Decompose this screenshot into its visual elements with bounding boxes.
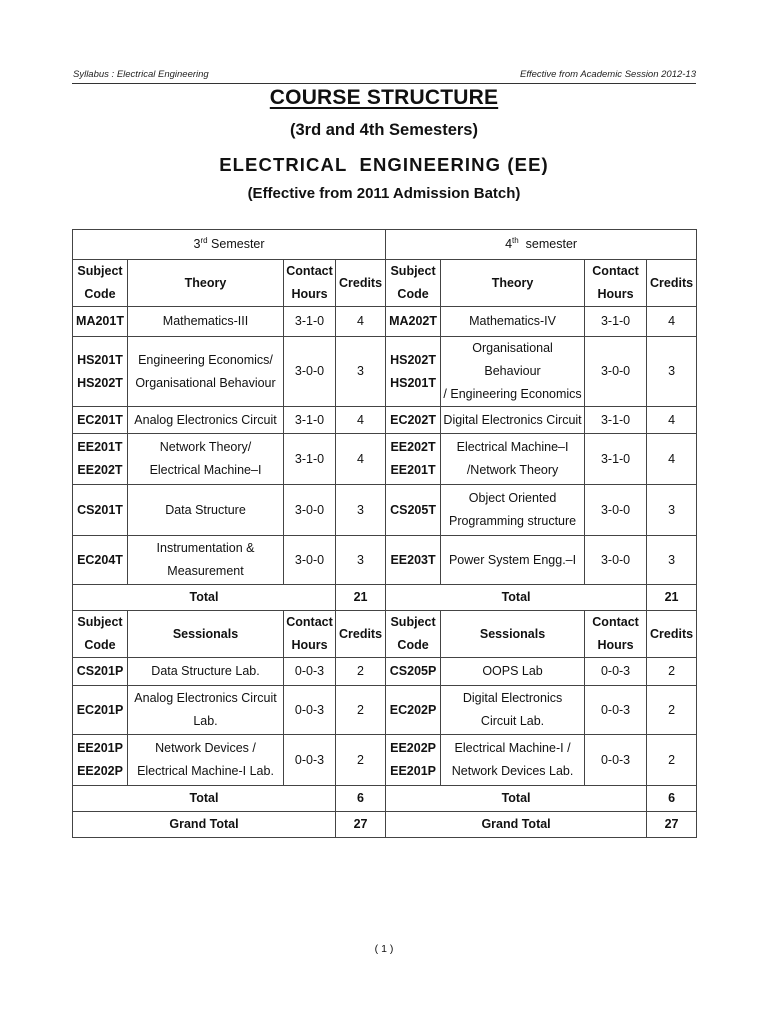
total-credits: 6 xyxy=(336,786,386,812)
subject-name-line: Electrical Machine-I / xyxy=(454,741,571,755)
subject-code-header xyxy=(73,611,128,658)
header-hours: Hours xyxy=(291,287,328,301)
contact-hours: 3-0-0 xyxy=(585,536,647,585)
credits: 2 xyxy=(336,735,386,786)
subject-name xyxy=(441,307,585,337)
total-label: Total xyxy=(73,585,336,611)
header-subject: Subject xyxy=(77,615,123,629)
running-header-left: Syllabus : Electrical Engineering xyxy=(73,69,209,80)
semesters-subtitle: (3rd and 4th Semesters) xyxy=(290,121,478,139)
subject-name-line: Electrical Machine–I xyxy=(149,463,262,477)
theory-header: Theory xyxy=(441,260,585,307)
subject-name-line: Data Structure xyxy=(165,502,246,517)
credits: 2 xyxy=(647,686,697,735)
header-rule xyxy=(72,83,696,84)
subject-name-line: Mathematics-IV xyxy=(469,314,556,328)
subject-code-line: HS201T xyxy=(77,352,123,367)
header-hours: Hours xyxy=(291,638,328,652)
total-credits: 21 xyxy=(336,585,386,611)
header-code: Code xyxy=(397,638,429,652)
subject-name xyxy=(128,407,284,434)
subject-name xyxy=(128,735,284,786)
total-label: Grand Total xyxy=(386,812,647,838)
total-label: Total xyxy=(386,585,647,611)
theory-header: Theory xyxy=(128,260,284,307)
subject-name xyxy=(128,307,284,337)
subject-name-line: Circuit Lab. xyxy=(480,714,545,728)
course-row xyxy=(73,485,697,536)
subject-code-line: EE201P xyxy=(77,741,123,755)
branch-title: ELECTRICAL ENGINEERING (EE) xyxy=(219,154,549,175)
credits: 2 xyxy=(336,658,386,686)
subject-code-line: EC201P xyxy=(76,702,124,717)
contact-hours: 3-1-0 xyxy=(284,307,336,337)
fourth-semester-header: 4th semester xyxy=(386,230,697,260)
grand-total-row xyxy=(73,812,697,838)
contact-hours: 3-0-0 xyxy=(585,337,647,407)
contact-hours: 0-0-3 xyxy=(284,735,336,786)
credits: 2 xyxy=(336,686,386,735)
subject-name-line: Network Devices / xyxy=(155,741,256,755)
header-contact: Contact xyxy=(286,615,333,629)
header-contact: Contact xyxy=(592,264,639,278)
contact-hours: 3-1-0 xyxy=(284,407,336,434)
total-label: Total xyxy=(386,786,647,812)
total-label: Total xyxy=(73,786,336,812)
subject-code-line: EC201T xyxy=(77,412,123,427)
contact-hours-header xyxy=(284,260,336,307)
header-code: Code xyxy=(397,287,429,301)
course-row xyxy=(73,686,697,735)
course-row xyxy=(73,307,697,337)
subject-code-line: HS202T xyxy=(77,375,123,390)
subject-code xyxy=(73,434,128,485)
subject-code-line: EC202P xyxy=(389,702,437,717)
contact-hours-header xyxy=(585,260,647,307)
contact-hours: 3-1-0 xyxy=(585,407,647,434)
subject-code-line: HS202T xyxy=(390,352,436,367)
header-subject: Subject xyxy=(390,615,436,629)
subject-code xyxy=(386,434,441,485)
subject-code-line: EE201T xyxy=(390,463,436,477)
credits-header: Credits xyxy=(647,260,697,307)
subject-code xyxy=(386,735,441,786)
subject-code-line: EE201T xyxy=(77,440,123,454)
subject-name xyxy=(441,686,585,735)
credits: 3 xyxy=(647,485,697,536)
credits: 4 xyxy=(647,307,697,337)
header-subject: Subject xyxy=(390,264,436,278)
subject-code xyxy=(73,485,128,536)
subject-name-line: OOPS Lab xyxy=(482,664,543,678)
contact-hours: 3-0-0 xyxy=(284,337,336,407)
credits: 4 xyxy=(647,407,697,434)
subject-name xyxy=(128,658,284,686)
subject-name-line: Data Structure Lab. xyxy=(151,664,260,678)
semester-header-row xyxy=(73,230,697,260)
subject-name-line: Analog Electronics Circuit xyxy=(134,412,277,427)
course-row xyxy=(73,536,697,585)
credits-header: Credits xyxy=(336,611,386,658)
contact-hours: 0-0-3 xyxy=(284,686,336,735)
subject-name-line: / Engineering Economics xyxy=(443,387,582,401)
subject-name-line: Electrical Machine–I xyxy=(456,440,569,454)
contact-hours: 3-1-0 xyxy=(585,434,647,485)
subject-code xyxy=(73,307,128,337)
subject-code-line: EE203T xyxy=(390,552,436,567)
subject-name xyxy=(441,434,585,485)
subject-code xyxy=(386,407,441,434)
subject-code-line: MA202T xyxy=(389,314,438,328)
subject-code-line: EE202P xyxy=(390,741,436,755)
subject-name-line: Organisational Behaviour xyxy=(472,341,553,378)
contact-hours: 0-0-3 xyxy=(585,686,647,735)
credits: 3 xyxy=(647,536,697,585)
course-row xyxy=(73,735,697,786)
contact-hours-header xyxy=(585,611,647,658)
contact-hours: 0-0-3 xyxy=(585,735,647,786)
subject-code-line: EC202T xyxy=(390,412,436,427)
subject-code-line: HS201T xyxy=(390,375,436,390)
subject-name-line: Engineering Economics/ xyxy=(138,352,273,367)
subject-code-line: MA201T xyxy=(76,314,124,328)
course-row xyxy=(73,434,697,485)
credits: 3 xyxy=(336,485,386,536)
subject-name xyxy=(441,485,585,536)
total-label: Grand Total xyxy=(73,812,336,838)
subject-name xyxy=(128,536,284,585)
subject-name xyxy=(441,658,585,686)
header-hours: Hours xyxy=(597,287,634,301)
credits: 4 xyxy=(647,434,697,485)
subject-name-line: Object Oriented xyxy=(468,491,557,505)
credits: 4 xyxy=(336,307,386,337)
course-row xyxy=(73,407,697,434)
contact-hours: 3-0-0 xyxy=(284,485,336,536)
sessionals-header: Sessionals xyxy=(441,611,585,658)
subject-name xyxy=(128,485,284,536)
subject-name-line: Electrical Machine-I Lab. xyxy=(137,764,274,778)
third-semester-header: 3rd Semester xyxy=(73,230,386,260)
sessionals-header-row xyxy=(73,611,697,658)
credits-header: Credits xyxy=(336,260,386,307)
subject-name xyxy=(128,434,284,485)
table-body xyxy=(73,230,697,838)
subject-code-line: CS205T xyxy=(390,502,436,517)
subject-name-line: Instrumentation & xyxy=(156,541,255,555)
subject-name xyxy=(441,407,585,434)
subject-code xyxy=(386,536,441,585)
credits: 3 xyxy=(336,536,386,585)
credits: 3 xyxy=(336,337,386,407)
credits: 4 xyxy=(336,407,386,434)
page-number: ( 1 ) xyxy=(374,943,394,955)
subject-name-line: Measurement xyxy=(167,564,244,578)
contact-hours: 3-1-0 xyxy=(585,307,647,337)
subject-code xyxy=(386,307,441,337)
subject-name-line: Digital Electronics Circuit xyxy=(443,412,582,427)
subject-name-line: Lab. xyxy=(193,714,218,728)
header-hours: Hours xyxy=(597,638,634,652)
subject-name xyxy=(128,337,284,407)
subject-name-line: Mathematics-III xyxy=(162,314,249,328)
theory-total-row xyxy=(73,585,697,611)
subject-code-line: EE202T xyxy=(390,440,436,454)
header-contact: Contact xyxy=(592,615,639,629)
subject-code xyxy=(73,407,128,434)
contact-hours: 3-1-0 xyxy=(284,434,336,485)
subject-code-line: EE201P xyxy=(390,764,436,778)
credits: 2 xyxy=(647,658,697,686)
subject-name-line: Network Devices Lab. xyxy=(451,764,574,778)
subject-code-line: CS205P xyxy=(389,664,437,678)
credits: 4 xyxy=(336,434,386,485)
sessional-total-row xyxy=(73,786,697,812)
subject-name xyxy=(128,686,284,735)
subject-code-line: EC204T xyxy=(77,552,123,567)
total-credits: 21 xyxy=(647,585,697,611)
subject-code xyxy=(386,337,441,407)
subject-name-line: Analog Electronics Circuit xyxy=(134,691,277,705)
contact-hours: 3-0-0 xyxy=(284,536,336,585)
subject-code-line: EE202P xyxy=(77,764,123,778)
header-subject: Subject xyxy=(77,264,123,278)
header-code: Code xyxy=(84,287,116,301)
running-header-right: Effective from Academic Session 2012-13 xyxy=(519,69,696,80)
subject-code xyxy=(73,337,128,407)
page-title: COURSE STRUCTURE xyxy=(269,86,499,109)
subject-code xyxy=(73,658,128,686)
contact-hours: 0-0-3 xyxy=(585,658,647,686)
subject-code xyxy=(386,485,441,536)
subject-code xyxy=(386,658,441,686)
subject-code-line: CS201P xyxy=(76,664,124,678)
subject-name-line: Digital Electronics xyxy=(462,691,563,705)
subject-code xyxy=(73,735,128,786)
subject-code-header xyxy=(386,260,441,307)
subject-name xyxy=(441,735,585,786)
course-row xyxy=(73,337,697,407)
effective-batch-subtitle: (Effective from 2011 Admission Batch) xyxy=(247,185,521,202)
contact-hours: 3-0-0 xyxy=(585,485,647,536)
subject-name-line: Programming structure xyxy=(448,514,577,528)
header-code: Code xyxy=(84,638,116,652)
credits-header: Credits xyxy=(647,611,697,658)
contact-hours-header xyxy=(284,611,336,658)
subject-name-line: /Network Theory xyxy=(466,463,559,477)
subject-name-line: Organisational Behaviour xyxy=(135,375,276,390)
subject-code xyxy=(73,686,128,735)
subject-name-line: Network Theory/ xyxy=(159,440,252,454)
subject-code-line: EE202T xyxy=(77,463,123,477)
theory-header-row xyxy=(73,260,697,307)
subject-code xyxy=(73,536,128,585)
subject-code-header xyxy=(73,260,128,307)
subject-code-header xyxy=(386,611,441,658)
course-row xyxy=(73,658,697,686)
sessionals-header: Sessionals xyxy=(128,611,284,658)
credits: 3 xyxy=(647,337,697,407)
subject-code-line: CS201T xyxy=(77,502,123,517)
course-structure-table xyxy=(72,229,697,838)
credits: 2 xyxy=(647,735,697,786)
subject-name xyxy=(441,337,585,407)
total-credits: 27 xyxy=(336,812,386,838)
total-credits: 6 xyxy=(647,786,697,812)
subject-name-line: Power System Engg.–I xyxy=(448,552,577,567)
header-contact: Contact xyxy=(286,264,333,278)
total-credits: 27 xyxy=(647,812,697,838)
subject-code xyxy=(386,686,441,735)
subject-name xyxy=(441,536,585,585)
contact-hours: 0-0-3 xyxy=(284,658,336,686)
